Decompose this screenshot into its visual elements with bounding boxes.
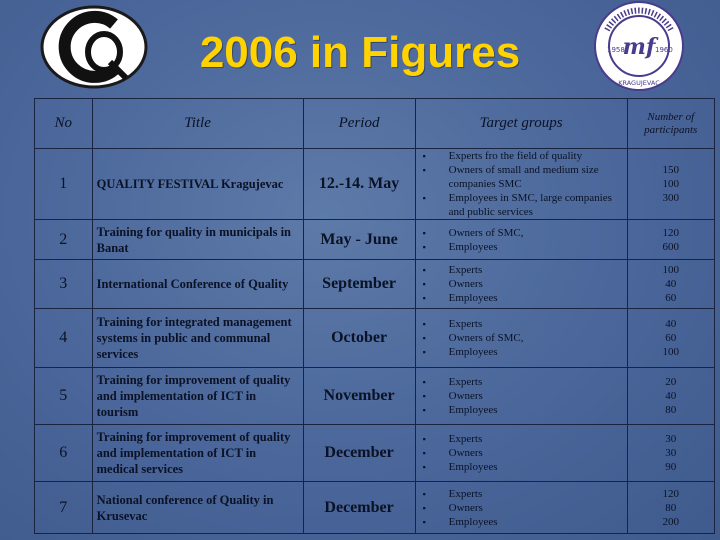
header-target-groups: Target groups [415,99,627,149]
header-title: Title [92,99,303,149]
row-number: 2 [35,220,93,260]
target-group-item: ▪ Owners of SMC, [419,331,623,345]
seal-year-left: 1958 [607,46,625,54]
row-period: December [303,482,415,534]
row-participants [627,482,714,534]
participant-count: 300 [662,192,680,204]
participant-count: 600 [662,240,680,253]
table-row [35,220,715,260]
participant-count: 150 [662,164,680,176]
row-number: 3 [35,260,93,309]
target-group-list [419,226,623,254]
participant-count: 80 [665,501,677,514]
row-title: National conference of Quality in Krusevac [92,482,303,534]
row-number: 5 [35,368,93,425]
table-row [35,482,715,534]
row-participants [627,368,714,425]
target-group-item: ▪ Experts fro the field of quality [419,149,623,163]
target-group-list [419,487,623,529]
table-row [35,425,715,482]
target-group-item: ▪ Employees [419,403,623,417]
target-group-item: ▪ Employees [419,291,623,305]
target-group-list [419,317,623,359]
target-group-item: ▪ Employees [419,240,623,254]
row-target-groups [415,220,627,260]
row-target-groups [415,309,627,368]
seal-year-right: 1960 [655,46,673,54]
row-number: 6 [35,425,93,482]
target-group-item: ▪ Owners [419,277,623,291]
header-participants: Number of participants [627,99,714,149]
row-target-groups [415,368,627,425]
row-target-groups [415,482,627,534]
target-group-item: ▪ Employees [419,460,623,474]
seal-bottom: KRAGUJEVAC [618,79,660,87]
participant-count: 20 [665,376,677,388]
target-group-item: ▪ Owners [419,501,623,515]
target-group-item: ▪ Experts [419,317,623,331]
participant-count: 200 [662,515,680,528]
participant-count: 100 [662,346,680,358]
row-participants [627,309,714,368]
row-title: Training for improvement of quality and implementation of ICT in medical services [92,425,303,482]
target-group-item: ▪ Employees [419,515,623,529]
row-title: QUALITY FESTIVAL Kragujevac [92,149,303,220]
target-group-item: ▪ Owners of SMC, [419,226,623,240]
target-group-item: ▪ Employees in SMC, large companies and public services [419,191,623,219]
target-group-item: ▪ Experts [419,487,623,501]
row-period: 12.-14. May [303,149,415,220]
participant-count: 40 [665,318,677,330]
target-group-item: ▪ Experts [419,432,623,446]
row-participants [627,260,714,309]
target-group-item: ▪ Experts [419,375,623,389]
row-title: International Conference of Quality [92,260,303,309]
participant-count: 80 [665,404,677,416]
target-group-list [419,375,623,417]
target-group-item: ▪ Owners of small and medium size companies SMC [419,163,623,191]
row-period: December [303,425,415,482]
row-target-groups [415,425,627,482]
table-row [35,260,715,309]
target-group-list [419,263,623,305]
row-target-groups [415,149,627,220]
row-period: May - June [303,220,415,260]
row-participants [627,425,714,482]
row-title: Training for improvement of quality and implementation of ICT in tourism [92,368,303,425]
page-title: 2006 in Figures [199,28,521,77]
row-period: October [303,309,415,368]
target-group-list [419,432,623,474]
table-row [35,368,715,425]
target-group-item: ▪ Owners [419,446,623,460]
row-participants [627,220,714,260]
row-title: Training for quality in municipals in Banat [92,220,303,260]
participant-count: 30 [665,433,677,445]
table-row [35,309,715,368]
table-header-row [35,99,715,149]
row-number: 7 [35,482,93,534]
row-number: 1 [35,149,93,220]
row-participants [627,149,714,220]
participant-count: 100 [662,264,680,276]
target-group-item: ▪ Employees [419,345,623,359]
row-period: November [303,368,415,425]
row-title: Training for integrated management systems in public and communal services [92,309,303,368]
row-period: September [303,260,415,309]
participant-count: 40 [665,390,677,402]
target-group-list [419,149,623,219]
row-number: 4 [35,309,93,368]
participant-count: 90 [665,461,677,473]
participant-count: 60 [665,332,677,344]
figures-table [34,98,715,534]
participant-count: 120 [662,226,680,239]
table-row [35,149,715,220]
header-period: Period [303,99,415,149]
target-group-item: ▪ Owners [419,389,623,403]
seal-mf: mf [622,34,656,60]
target-group-item: ▪ Experts [419,263,623,277]
participant-count: 100 [662,178,680,190]
participant-count: 60 [665,292,677,304]
row-target-groups [415,260,627,309]
participant-count: 30 [665,447,677,459]
participant-count: 120 [662,487,680,500]
header-no: No [35,99,93,149]
participant-count: 40 [665,278,677,290]
